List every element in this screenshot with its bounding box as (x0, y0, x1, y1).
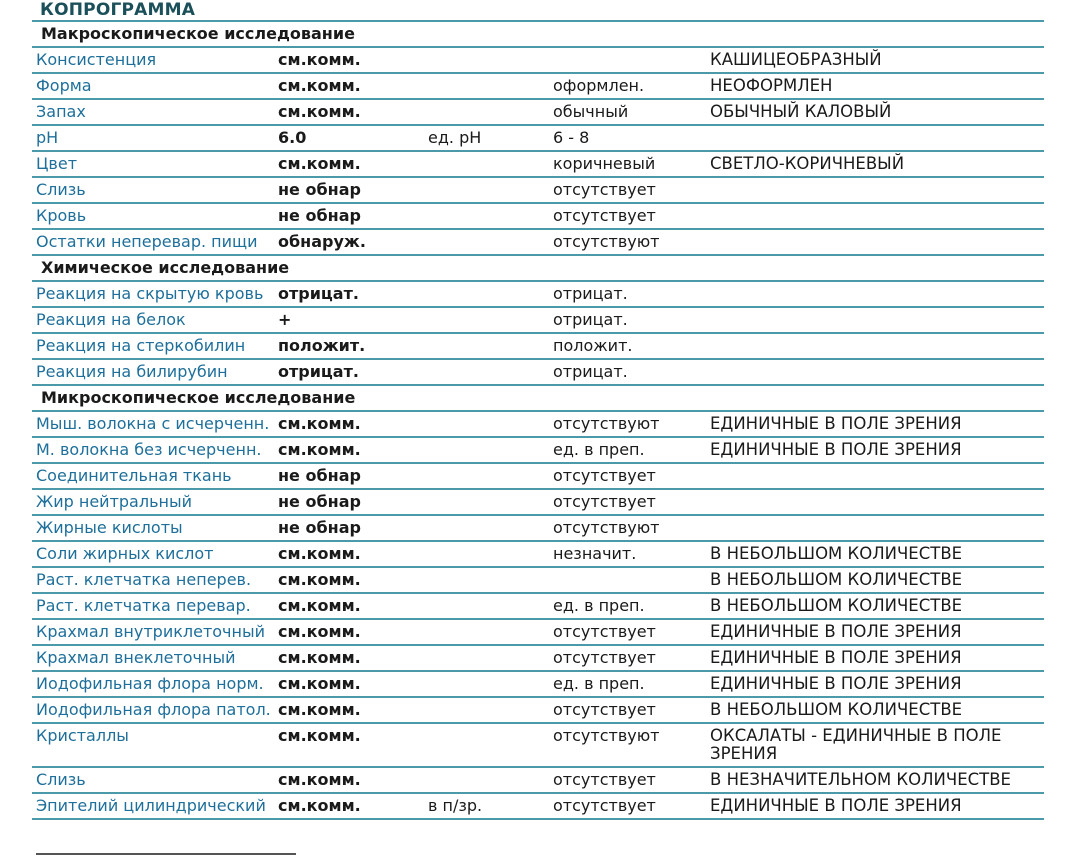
test-name: Реакция на скрытую кровь (36, 284, 264, 303)
table-row (32, 178, 1044, 204)
table-row (32, 282, 1044, 308)
test-name: Иодофильная флора норм. (36, 674, 264, 693)
test-name: Запах (36, 102, 86, 121)
test-value: см.комм. (278, 102, 361, 121)
test-comment: ЕДИНИЧНЫЕ В ПОЛЕ ЗРЕНИЯ (710, 648, 962, 667)
section-title: Химическое исследование (41, 258, 290, 277)
test-name: Раст. клетчатка перевар. (36, 596, 251, 615)
test-comment: ОКСАЛАТЫ - ЕДИНИЧНЫЕ В ПОЛЕ ЗРЕНИЯ (710, 726, 1002, 763)
test-name: Иодофильная флора патол. (36, 700, 271, 719)
reference-range: отсутствует (553, 770, 656, 789)
test-name: Эпителий цилиндрический (36, 796, 266, 815)
reference-range: отсутствует (553, 700, 656, 719)
reference-range: 6 - 8 (553, 128, 590, 147)
section-header (32, 256, 1044, 282)
test-name: Остатки неперевар. пищи (36, 232, 258, 251)
reference-range: отрицат. (553, 362, 628, 381)
test-comment: В НЕБОЛЬШОМ КОЛИЧЕСТВЕ (710, 700, 963, 719)
reference-range: отсутствуют (553, 414, 660, 433)
reference-range: обычный (553, 102, 629, 121)
reference-range: отсутствует (553, 180, 656, 199)
table-row (32, 74, 1044, 100)
table-row (32, 542, 1044, 568)
table-row (32, 594, 1044, 620)
test-value: отрицат. (278, 362, 359, 381)
test-name: Реакция на стеркобилин (36, 336, 246, 355)
test-value: см.комм. (278, 50, 361, 69)
test-value: 6.0 (278, 128, 307, 147)
table-row (32, 360, 1044, 386)
coprogram-table (32, 20, 1044, 820)
page-title: КОПРОГРАММА (40, 0, 196, 20)
table-row (32, 516, 1044, 542)
table-row (32, 464, 1044, 490)
reference-range: отсутствуют (553, 726, 660, 745)
table-row (32, 568, 1044, 594)
test-comment: ЕДИНИЧНЫЕ В ПОЛЕ ЗРЕНИЯ (710, 796, 962, 815)
table-row (32, 334, 1044, 360)
test-name: Реакция на билирубин (36, 362, 228, 381)
table-row (32, 412, 1044, 438)
test-value: обнаруж. (278, 232, 366, 251)
test-comment: СВЕТЛО-КОРИЧНЕВЫЙ (710, 154, 905, 173)
reference-range: отсутствует (553, 622, 656, 641)
table-row (32, 230, 1044, 256)
test-unit: ед. pH (428, 128, 482, 147)
reference-range: отсутствует (553, 648, 656, 667)
footnote-fragment (36, 847, 336, 857)
test-comment: ЕДИНИЧНЫЕ В ПОЛЕ ЗРЕНИЯ (710, 622, 962, 641)
test-comment: НЕОФОРМЛЕН (710, 76, 833, 95)
test-value: см.комм. (278, 770, 361, 789)
test-name: Кровь (36, 206, 87, 225)
test-comment: В НЕЗНАЧИТЕЛЬНОМ КОЛИЧЕСТВЕ (710, 770, 1011, 789)
reference-range: отсутствует (553, 492, 656, 511)
test-name: Жир нейтральный (36, 492, 193, 511)
test-value: не обнар (278, 206, 361, 225)
test-name: Жирные кислоты (36, 518, 183, 537)
test-comment: ЕДИНИЧНЫЕ В ПОЛЕ ЗРЕНИЯ (710, 674, 962, 693)
test-value: см.комм. (278, 440, 361, 459)
reference-range: положит. (553, 336, 633, 355)
test-name: Соединительная ткань (36, 466, 232, 485)
test-value: не обнар (278, 492, 361, 511)
test-name: Слизь (36, 180, 86, 199)
test-value: см.комм. (278, 796, 361, 815)
table-row (32, 152, 1044, 178)
table-row (32, 126, 1044, 152)
test-name: Реакция на белок (36, 310, 186, 329)
section-header (32, 386, 1044, 412)
test-value: не обнар (278, 518, 361, 537)
table-row (32, 768, 1044, 794)
table-row (32, 100, 1044, 126)
test-value: отрицат. (278, 284, 359, 303)
reference-range: оформлен. (553, 76, 645, 95)
table-row (32, 724, 1044, 768)
reference-range: незначит. (553, 544, 637, 563)
test-value: см.комм. (278, 726, 361, 745)
test-value: см.комм. (278, 414, 361, 433)
reference-range: отсутствует (553, 206, 656, 225)
test-name: Соли жирных кислот (36, 544, 214, 563)
table-row (32, 646, 1044, 672)
test-name: Цвет (36, 154, 78, 173)
test-name: Слизь (36, 770, 86, 789)
test-comment: ОБЫЧНЫЙ КАЛОВЫЙ (710, 102, 892, 121)
table-row (32, 698, 1044, 724)
test-comment: В НЕБОЛЬШОМ КОЛИЧЕСТВЕ (710, 596, 963, 615)
section-title: Макроскопическое исследование (41, 24, 355, 43)
table-row (32, 794, 1044, 820)
table-row (32, 48, 1044, 74)
table-row (32, 620, 1044, 646)
test-value: см.комм. (278, 700, 361, 719)
test-name: Крахмал внутриклеточный (36, 622, 265, 641)
reference-range: отсутствуют (553, 518, 660, 537)
test-name: Консистенция (36, 50, 157, 69)
test-value: см.комм. (278, 544, 361, 563)
reference-range: ед. в преп. (553, 674, 645, 693)
table-row (32, 672, 1044, 698)
test-value: см.комм. (278, 596, 361, 615)
test-comment: В НЕБОЛЬШОМ КОЛИЧЕСТВЕ (710, 544, 963, 563)
test-value: см.комм. (278, 154, 361, 173)
test-value: см.комм. (278, 648, 361, 667)
reference-range: отсутствует (553, 796, 656, 815)
reference-range: ед. в преп. (553, 440, 645, 459)
test-name: М. волокна без исчерченн. (36, 440, 262, 459)
test-value: см.комм. (278, 76, 361, 95)
reference-range: отсутствует (553, 466, 656, 485)
test-value: см.комм. (278, 570, 361, 589)
test-name: Кристаллы (36, 726, 129, 745)
table-row (32, 490, 1044, 516)
reference-range: отсутствуют (553, 232, 660, 251)
reference-range: отрицат. (553, 310, 628, 329)
test-name: Мыш. волокна с исчерченн. (36, 414, 270, 433)
table-row (32, 204, 1044, 230)
reference-range: отрицат. (553, 284, 628, 303)
test-value: + (278, 310, 292, 329)
test-name: pH (36, 128, 59, 147)
test-value: см.комм. (278, 622, 361, 641)
table-row (32, 308, 1044, 334)
test-value: не обнар (278, 466, 361, 485)
table-row (32, 438, 1044, 464)
section-title: Микроскопическое исследование (41, 388, 356, 407)
test-value: не обнар (278, 180, 361, 199)
test-comment: КАШИЦЕОБРАЗНЫЙ (710, 50, 882, 69)
test-comment: ЕДИНИЧНЫЕ В ПОЛЕ ЗРЕНИЯ (710, 440, 962, 459)
reference-range: коричневый (553, 154, 656, 173)
test-name: Раст. клетчатка неперев. (36, 570, 252, 589)
test-name: Крахмал внеклеточный (36, 648, 236, 667)
test-value: положит. (278, 336, 366, 355)
test-unit: в п/зр. (428, 796, 483, 815)
test-value: см.комм. (278, 674, 361, 693)
test-name: Форма (36, 76, 92, 95)
section-header (32, 22, 1044, 48)
test-comment: ЕДИНИЧНЫЕ В ПОЛЕ ЗРЕНИЯ (710, 414, 962, 433)
reference-range: ед. в преп. (553, 596, 645, 615)
test-comment: В НЕБОЛЬШОМ КОЛИЧЕСТВЕ (710, 570, 963, 589)
